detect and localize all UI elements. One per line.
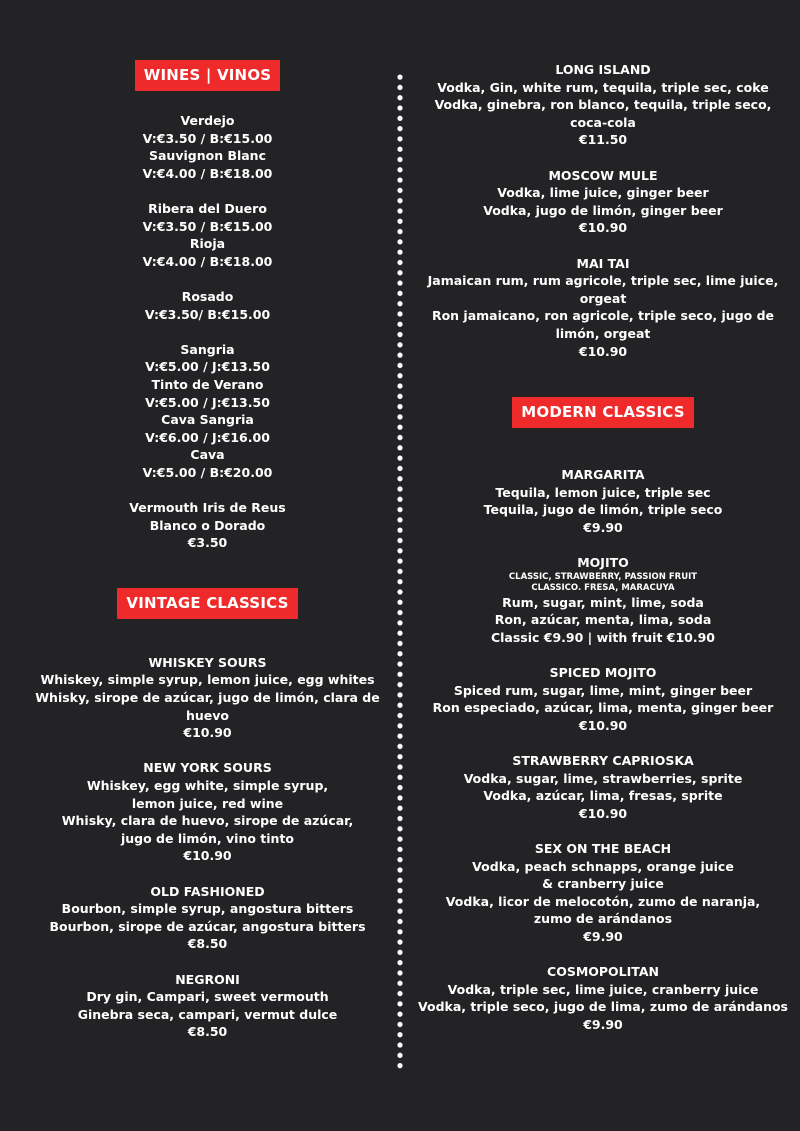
menu-line: V:€5.00 / J:€13.50 [145,394,270,410]
spacer [15,481,400,499]
menu-line: Whiskey, simple syrup, lemon juice, egg whites [40,672,375,688]
menu-line: Ginebra seca, campari, vermut dulce [77,1006,338,1022]
menu-line: MAI TAI [576,255,630,271]
menu-line: orgeat [579,290,627,306]
menu-line: Cava [190,447,225,463]
menu-line: Spiced rum, sugar, lime, mint, ginger beer [453,682,753,698]
menu-line: jugo de limón, vino tinto [120,830,295,846]
menu-line: Rum, sugar, mint, lime, soda [502,594,704,610]
spacer [412,734,794,752]
left-column [15,60,400,1041]
menu-line: Vermouth Iris de Reus [129,500,286,516]
mojito-variants-en: CLASSIC, STRAWBERRY, PASSION FRUIT [508,571,698,582]
menu-line: Whisky, clara de huevo, sirope de azúcar, [61,813,354,829]
menu-line: Vodka, sugar, lime, strawberries, sprite [463,770,743,786]
menu-line: Vodka, triple sec, lime juice, cranberry juice [447,981,759,997]
menu-line: MOSCOW MULE [548,167,658,183]
menu-line: LONG ISLAND [555,62,651,77]
spacer [15,953,400,971]
menu-line: Bourbon, simple syrup, angostura bitters [61,901,354,917]
menu-line: Whisky, sirope de azúcar, jugo de limón, clara de [35,690,380,706]
menu-line: Tequila, jugo de limón, triple seco [483,502,723,518]
modern-classics-list [412,664,794,1033]
menu-line: €8.50 [187,936,228,952]
menu-line: €3.50 [187,535,228,551]
wines-list [15,112,400,552]
menu-line: €8.50 [187,1024,228,1040]
spacer [412,149,794,167]
menu-line: €10.90 [183,848,232,864]
menu-line: COSMOPOLITAN [547,964,659,980]
menu-line: NEGRONI [175,971,240,987]
menu-line: Ron jamaicano, ron agricole, triple seco, jugo de [431,308,775,324]
menu-line: lemon juice, red wine [131,795,284,811]
menu-line: Sauvignon Blanc [148,148,266,164]
modern-classics-title: MODERN CLASSICS [512,397,693,428]
menu-line: €10.90 [578,805,628,821]
menu-line: Vodka, Gin, white rum, tequila, triple sec, coke [437,79,769,95]
menu-line: Vodka, triple seco, jugo de lima, zumo de arándanos [417,999,788,1015]
spacer [15,182,400,200]
menu-line: €10.90 [578,220,628,236]
menu-line: V:€3.50 / B:€15.00 [142,130,273,146]
wines-title: WINES | VINOS [135,60,281,91]
menu-line: V:€4.00 / B:€18.00 [142,165,273,181]
menu-line: Jamaican rum, rum agricole, triple sec, lime juice, [427,273,779,289]
menu-line: Rioja [189,236,226,252]
menu-line: V:€4.00 / B:€18.00 [142,253,273,269]
menu-line: Classic €9.90 | with fruit €10.90 [490,629,716,645]
menu-line: limón, orgeat [555,325,651,341]
vintage-classics-title: VINTAGE CLASSICS [117,588,297,619]
menu-line: €9.90 [583,1016,623,1032]
menu-line: Ron, azúcar, menta, lima, soda [494,612,712,628]
menu-line: €10.90 [578,717,628,733]
menu-line: Cava Sangria [161,412,254,428]
menu-line: Vodka, licor de melocotón, zumo de naranja, [445,893,761,909]
menu-line: €9.90 [583,928,623,944]
menu-line: Vodka, lime juice, ginger beer [497,185,709,201]
menu-line: STRAWBERRY CAPRIOSKA [512,753,694,768]
menu-line: Vodka, jugo de limón, ginger beer [483,202,723,218]
menu-line: NEW YORK SOURS [143,760,272,776]
spacer [412,946,794,964]
menu-line: €10.90 [578,343,628,359]
menu-line: SPICED MOJITO [549,665,657,681]
menu-line: Tequila, lemon juice, triple sec [495,484,711,500]
menu-line: Rosado [181,288,234,304]
menu-line: zumo de arándanos [533,911,673,927]
menu-line: Verdejo [180,113,235,128]
margarita-item [412,466,794,536]
menu-line: SEX ON THE BEACH [534,840,672,856]
menu-line: Whiskey, egg white, simple syrup, [86,778,329,793]
spacer [15,865,400,883]
menu-line: WHISKEY SOURS [148,654,267,670]
menu-line: & cranberry juice [542,876,664,892]
menu-line: V:€3.50 / B:€15.00 [142,218,273,234]
spacer [15,270,400,288]
menu-line: Vodka, peach schnapps, orange juice [472,858,734,874]
menu-line: €10.90 [183,725,232,741]
menu-line: €9.90 [583,519,623,535]
menu-line: V:€3.50/ B:€15.00 [144,306,271,322]
menu-line: Vodka, azúcar, lima, fresas, sprite [483,788,723,804]
menu-line: Dry gin, Campari, sweet vermouth [86,989,329,1005]
menu-line: V:€5.00 / B:€20.00 [142,464,273,480]
menu-line: V:€6.00 / J:€16.00 [145,429,270,445]
menu-line: €11.50 [578,132,628,148]
menu-line: Sangria [180,341,235,357]
spacer [15,742,400,760]
menu-line: OLD FASHIONED [150,883,265,899]
top-cocktails-list [412,61,794,360]
menu-line: Bourbon, sirope de azúcar, angostura bitters [49,918,366,934]
menu-line: coca-cola [570,114,636,130]
menu-line: huevo [185,707,229,723]
mojito-lines [412,594,794,647]
menu-line: V:€5.00 / J:€13.50 [145,359,270,375]
menu-line: Ribera del Duero [148,200,267,216]
mojito-name: MOJITO [577,555,629,571]
menu-line: Blanco o Dorado [149,517,266,533]
menu-line: Tinto de Verano [151,376,264,392]
menu-line: Vodka, ginebra, ron blanco, tequila, triple seco, [434,97,772,113]
spacer [412,237,794,255]
spacer [412,822,794,840]
spacer [15,323,400,341]
mojito-variants-es: CLASSICO. FRESA, MARACUYA [531,582,675,593]
right-column [412,61,794,1034]
menu-line: Ron especiado, azúcar, lima, menta, ginger beer [432,700,774,716]
menu-line: MARGARITA [561,467,645,483]
vintage-classics-list [15,654,400,1041]
